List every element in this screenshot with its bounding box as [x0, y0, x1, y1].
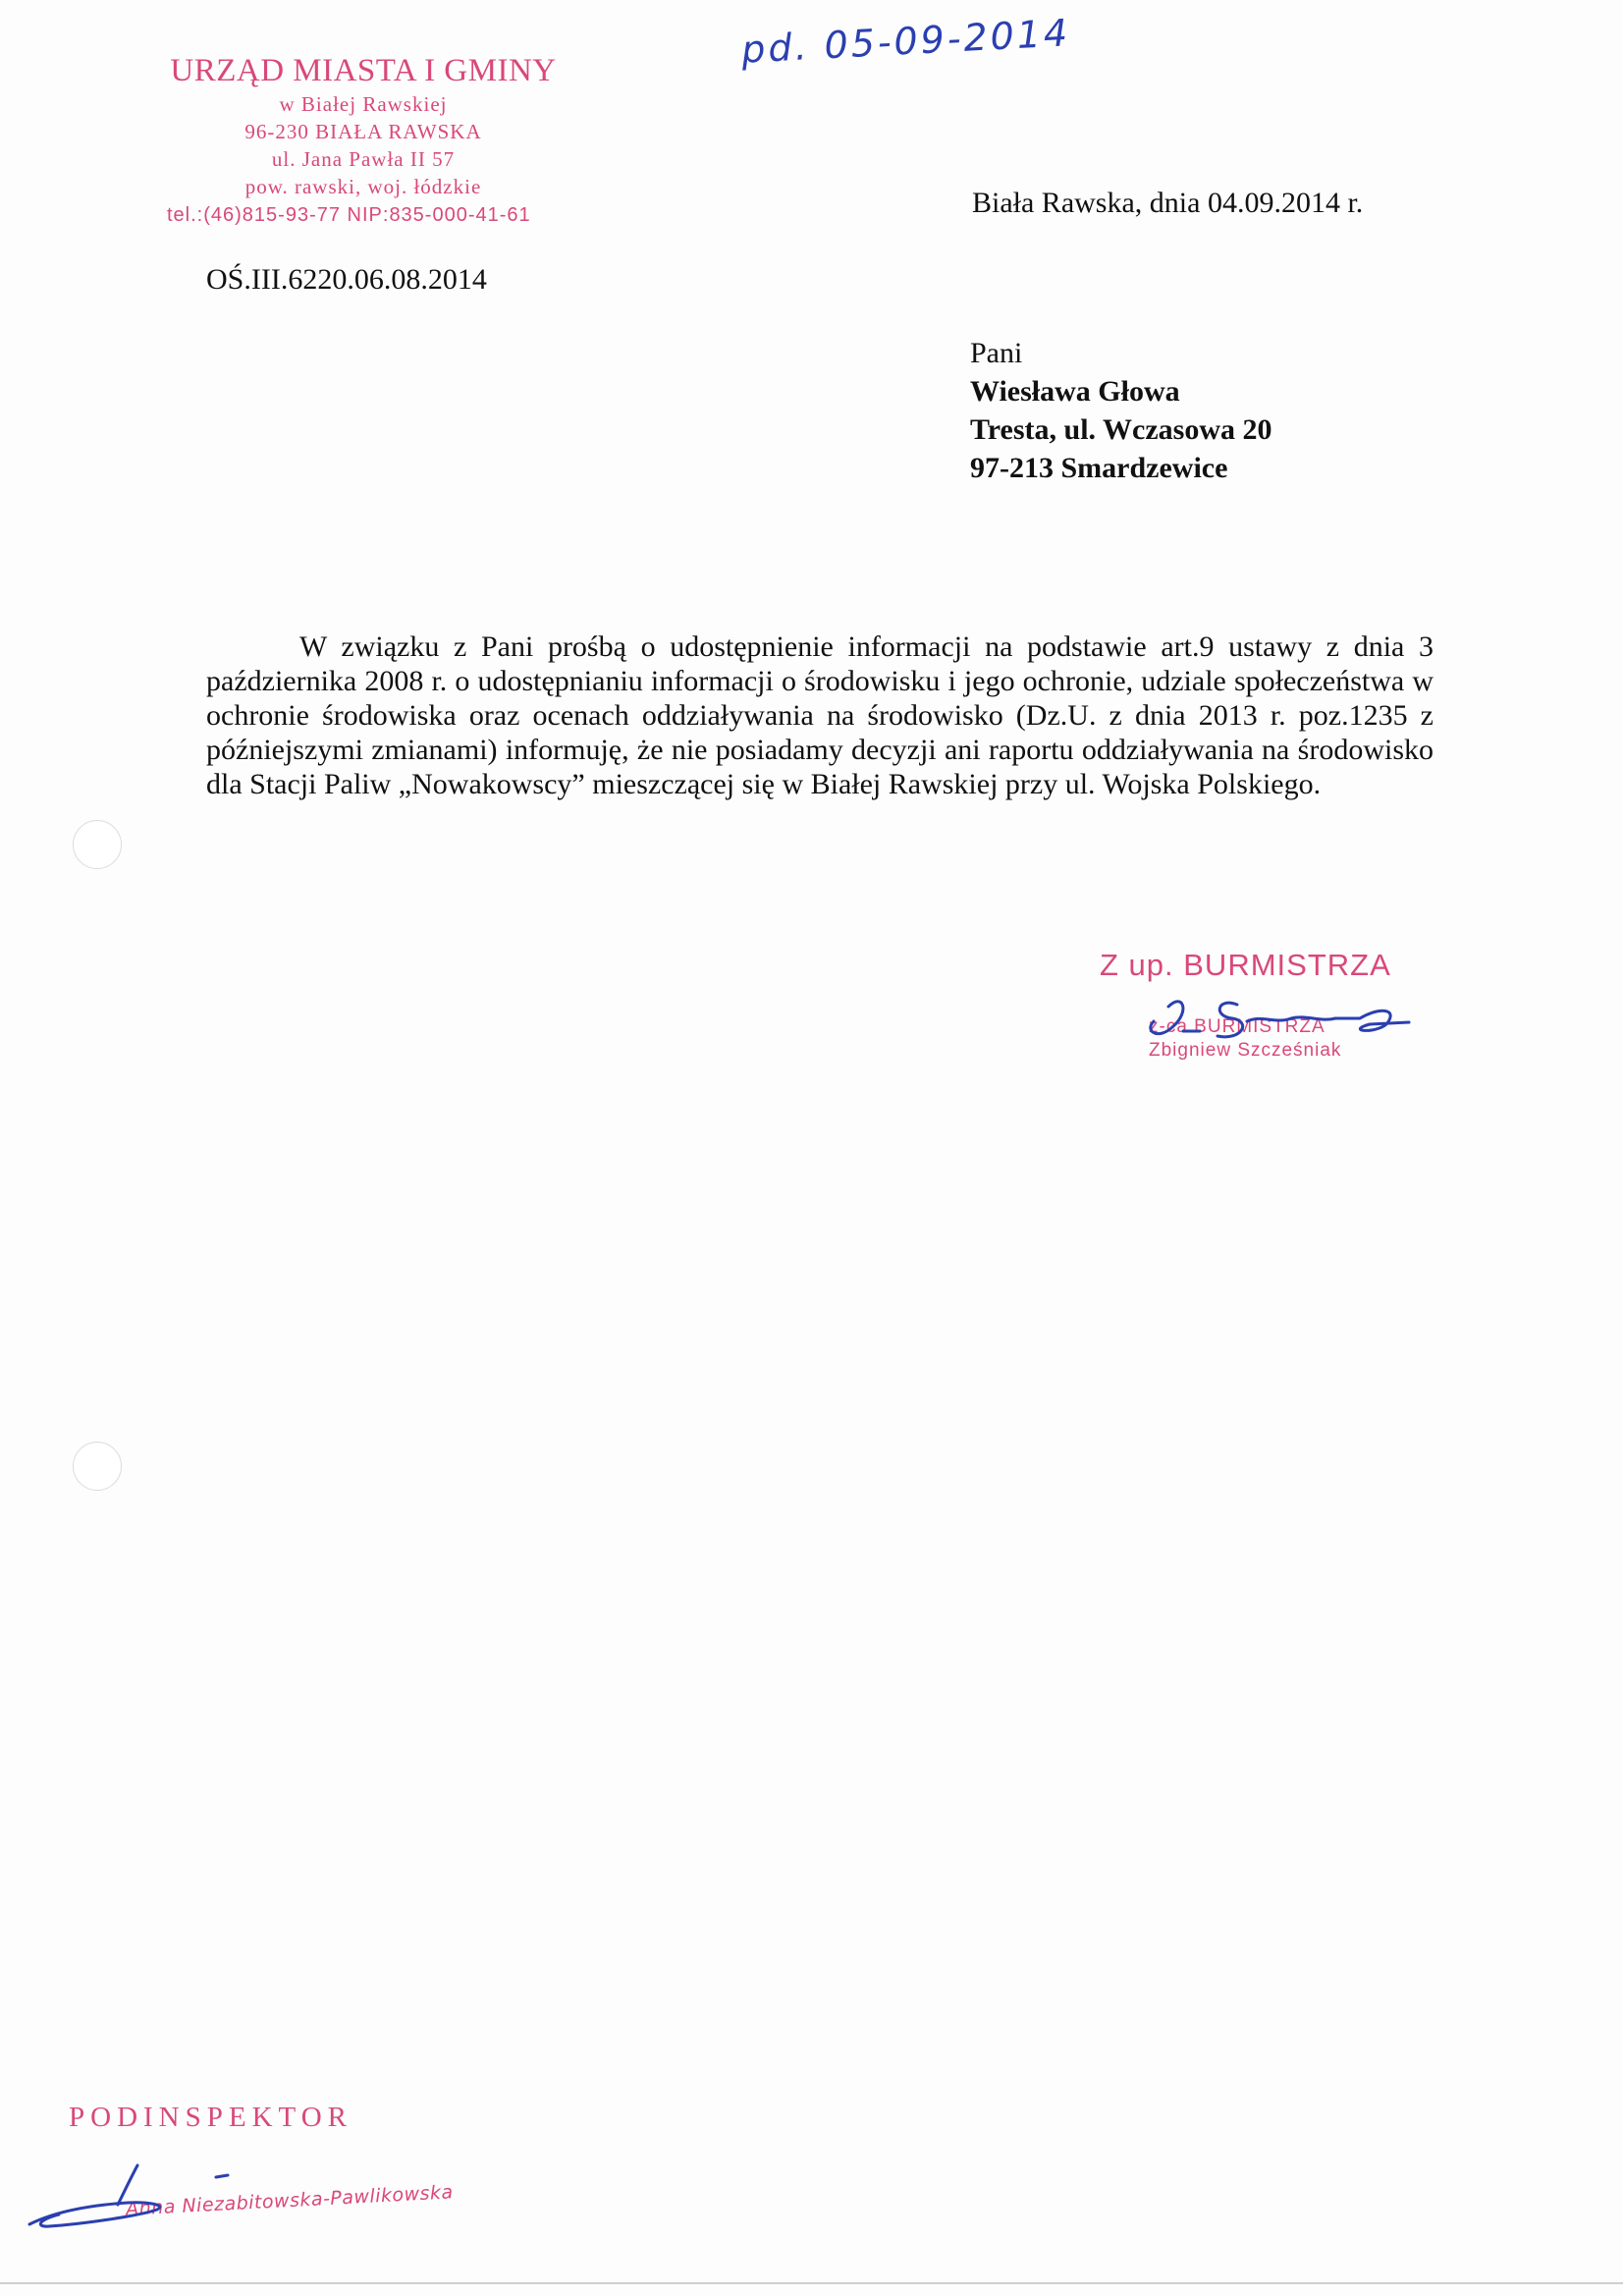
office-stamp-line1: w Białej Rawskiej — [279, 92, 448, 116]
received-note-handwritten: pd. 05-09-2014 — [740, 11, 1072, 72]
office-stamp — [147, 51, 579, 230]
reference-number: OŚ.III.6220.06.08.2014 — [206, 263, 487, 296]
addressee-street: Tresta, ul. Wczasowa 20 — [970, 413, 1272, 446]
addressee-city: 97-213 Smardzewice — [970, 452, 1228, 484]
mayor-stamp-on-behalf: Z up. BURMISTRZA — [1100, 948, 1391, 982]
office-stamp-line3: ul. Jana Pawła II 57 — [271, 147, 456, 171]
office-stamp-line4: pow. rawski, woj. łódzkie — [244, 175, 482, 198]
mayor-stamp-deputy: z-ca BURMISTRZA — [1149, 1016, 1325, 1037]
body-paragraph: W związku z Pani prośbą o udostępnienie informacji na podstawie art.9 ustawy z dnia 3 października 2008 r. o udostępnianiu informacji o środowisku i jego ochronie, udziale społeczeństwa w ochronie środowiska oraz ocenach oddziaływania na środowisko (Dz.U. z dnia 2013 r. poz.1235 z późniejszymi zmianami) informuję, że nie posiadamy decyzji ani raportu oddziaływania na środowisko dla Stacji Paliw „Nowakowscy” mieszczącej się w Białej Rawskiej przy ul. Wojska Polskiego. — [206, 630, 1434, 800]
inspector-stamp-name: Anna Niezabitowska-Pawlikowska — [125, 2181, 455, 2220]
place-date: Biała Rawska, dnia 04.09.2014 r. — [972, 187, 1364, 219]
addressee-salutation: Pani — [970, 337, 1023, 369]
scan-edge-line — [0, 2282, 1623, 2284]
letter-body — [206, 629, 1434, 801]
inspector-signature — [20, 2156, 314, 2244]
addressee-name: Wiesława Głowa — [970, 375, 1180, 408]
inspector-stamp-title: PODINSPEKTOR — [69, 2102, 353, 2133]
office-stamp-name: URZĄD MIASTA I GMINY — [170, 53, 557, 88]
punch-hole — [73, 820, 122, 869]
office-stamp-line2: 96-230 BIAŁA RAWSKA — [244, 120, 482, 143]
punch-hole — [73, 1442, 122, 1491]
mayor-signature — [1129, 987, 1424, 1056]
office-stamp-contact: tel.:(46)815-93-77 NIP:835-000-41-61 — [167, 204, 531, 226]
mayor-stamp-person: Zbigniew Szcześniak — [1149, 1040, 1342, 1061]
addressee-block — [970, 334, 1272, 487]
inspector-stamp — [69, 2102, 455, 2220]
